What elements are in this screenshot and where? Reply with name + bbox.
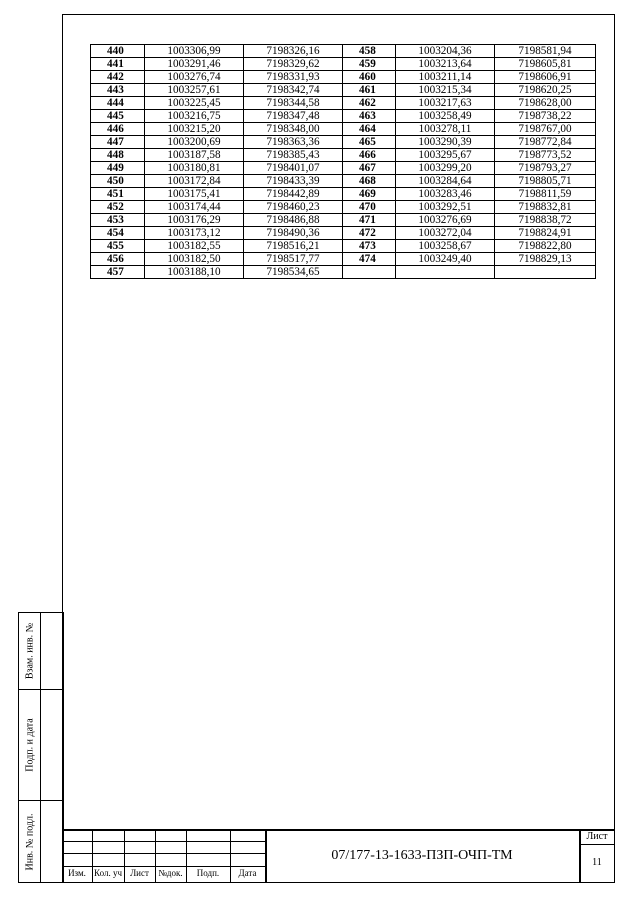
y-coordinate-cell: 7198824,91 — [495, 227, 596, 240]
y-coordinate-cell: 7198490,36 — [244, 227, 343, 240]
point-number-cell: 444 — [91, 97, 145, 110]
header-list: Лист — [130, 868, 149, 878]
side-label-inv: Инв. № подл. — [24, 813, 35, 870]
y-coordinate-cell: 7198838,72 — [495, 214, 596, 227]
table-row — [91, 45, 596, 58]
y-coordinate-cell: 7198738,22 — [495, 110, 596, 123]
point-number-cell: 455 — [91, 240, 145, 253]
y-coordinate-cell: 7198606,91 — [495, 71, 596, 84]
point-number-cell: 446 — [91, 123, 145, 136]
x-coordinate-cell: 1003276,74 — [145, 71, 244, 84]
point-number-cell: 450 — [91, 175, 145, 188]
table-row — [91, 162, 596, 175]
point-number-cell: 474 — [343, 253, 396, 266]
y-coordinate-cell: 7198329,62 — [244, 58, 343, 71]
point-number-cell: 463 — [343, 110, 396, 123]
point-number-cell: 472 — [343, 227, 396, 240]
table-row — [91, 136, 596, 149]
point-number-cell: 468 — [343, 175, 396, 188]
document-code: 07/177-13-1633-ПЗП-ОЧП-ТМ — [331, 848, 513, 863]
y-coordinate-cell: 7198433,39 — [244, 175, 343, 188]
x-coordinate-cell: 1003258,67 — [396, 240, 495, 253]
table-row — [91, 253, 596, 266]
x-coordinate-cell: 1003299,20 — [396, 162, 495, 175]
coordinates-table — [90, 44, 596, 279]
point-number-cell: 461 — [343, 84, 396, 97]
y-coordinate-cell: 7198342,74 — [244, 84, 343, 97]
table-row — [91, 240, 596, 253]
x-coordinate-cell: 1003204,36 — [396, 45, 495, 58]
header-data: Дата — [238, 868, 257, 878]
point-number-cell: 470 — [343, 201, 396, 214]
y-coordinate-cell: 7198517,77 — [244, 253, 343, 266]
y-coordinate-cell: 7198581,94 — [495, 45, 596, 58]
y-coordinate-cell: 7198805,71 — [495, 175, 596, 188]
y-coordinate-cell: 7198331,93 — [244, 71, 343, 84]
x-coordinate-cell: 1003257,61 — [145, 84, 244, 97]
x-coordinate-cell: 1003172,84 — [145, 175, 244, 188]
x-coordinate-cell: 1003175,41 — [145, 188, 244, 201]
x-coordinate-cell: 1003225,45 — [145, 97, 244, 110]
side-label-vzam: Взам. инв. № — [24, 622, 35, 680]
x-coordinate-cell: 1003272,04 — [396, 227, 495, 240]
table-row — [91, 201, 596, 214]
point-number-cell: 464 — [343, 123, 396, 136]
side-label-podp: Подп. и дата — [24, 718, 35, 772]
x-coordinate-cell: 1003182,50 — [145, 253, 244, 266]
x-coordinate-cell: 1003211,14 — [396, 71, 495, 84]
y-coordinate-cell: 7198620,25 — [495, 84, 596, 97]
x-coordinate-cell: 1003200,69 — [145, 136, 244, 149]
x-coordinate-cell — [396, 266, 495, 279]
x-coordinate-cell: 1003215,20 — [145, 123, 244, 136]
y-coordinate-cell: 7198822,80 — [495, 240, 596, 253]
table-row — [91, 188, 596, 201]
point-number-cell: 454 — [91, 227, 145, 240]
y-coordinate-cell: 7198811,59 — [495, 188, 596, 201]
point-number-cell: 466 — [343, 149, 396, 162]
title-block — [62, 829, 615, 883]
x-coordinate-cell: 1003295,67 — [396, 149, 495, 162]
table-row — [91, 110, 596, 123]
y-coordinate-cell: 7198773,52 — [495, 149, 596, 162]
point-number-cell: 443 — [91, 84, 145, 97]
point-number-cell: 445 — [91, 110, 145, 123]
point-number-cell: 465 — [343, 136, 396, 149]
header-ndok: №док. — [158, 868, 183, 878]
y-coordinate-cell: 7198363,36 — [244, 136, 343, 149]
point-number-cell: 456 — [91, 253, 145, 266]
table-row — [91, 58, 596, 71]
x-coordinate-cell: 1003217,63 — [396, 97, 495, 110]
x-coordinate-cell: 1003290,39 — [396, 136, 495, 149]
table-row — [91, 149, 596, 162]
point-number-cell: 459 — [343, 58, 396, 71]
y-coordinate-cell: 7198628,00 — [495, 97, 596, 110]
x-coordinate-cell: 1003258,49 — [396, 110, 495, 123]
x-coordinate-cell: 1003173,12 — [145, 227, 244, 240]
x-coordinate-cell: 1003276,69 — [396, 214, 495, 227]
x-coordinate-cell: 1003176,29 — [145, 214, 244, 227]
y-coordinate-cell: 7198347,48 — [244, 110, 343, 123]
x-coordinate-cell: 1003182,55 — [145, 240, 244, 253]
x-coordinate-cell: 1003284,64 — [396, 175, 495, 188]
point-number-cell: 441 — [91, 58, 145, 71]
point-number-cell: 473 — [343, 240, 396, 253]
x-coordinate-cell: 1003188,10 — [145, 266, 244, 279]
sheet-label: Лист — [586, 831, 608, 842]
header-izm: Изм. — [68, 868, 86, 878]
x-coordinate-cell: 1003278,11 — [396, 123, 495, 136]
coordinates-table-body — [91, 45, 596, 279]
y-coordinate-cell: 7198486,88 — [244, 214, 343, 227]
side-cell-podp — [18, 689, 64, 800]
point-number-cell: 448 — [91, 149, 145, 162]
point-number-cell: 469 — [343, 188, 396, 201]
table-row — [91, 266, 596, 279]
point-number-cell: 457 — [91, 266, 145, 279]
y-coordinate-cell: 7198829,13 — [495, 253, 596, 266]
point-number-cell: 471 — [343, 214, 396, 227]
table-row — [91, 84, 596, 97]
y-coordinate-cell: 7198832,81 — [495, 201, 596, 214]
table-row — [91, 123, 596, 136]
y-coordinate-cell: 7198442,89 — [244, 188, 343, 201]
side-stamp — [18, 612, 64, 883]
x-coordinate-cell: 1003180,81 — [145, 162, 244, 175]
header-podp: Подп. — [196, 868, 220, 878]
point-number-cell — [343, 266, 396, 279]
y-coordinate-cell: 7198460,23 — [244, 201, 343, 214]
header-kol-uch: Кол. уч — [94, 868, 122, 878]
table-row — [91, 214, 596, 227]
point-number-cell: 458 — [343, 45, 396, 58]
x-coordinate-cell: 1003291,46 — [145, 58, 244, 71]
y-coordinate-cell: 7198344,58 — [244, 97, 343, 110]
x-coordinate-cell: 1003249,40 — [396, 253, 495, 266]
point-number-cell: 462 — [343, 97, 396, 110]
y-coordinate-cell: 7198385,43 — [244, 149, 343, 162]
table-row — [91, 175, 596, 188]
y-coordinate-cell — [495, 266, 596, 279]
point-number-cell: 467 — [343, 162, 396, 175]
sheet-number: 11 — [592, 857, 602, 868]
y-coordinate-cell: 7198401,07 — [244, 162, 343, 175]
x-coordinate-cell: 1003187,58 — [145, 149, 244, 162]
x-coordinate-cell: 1003215,34 — [396, 84, 495, 97]
point-number-cell: 460 — [343, 71, 396, 84]
x-coordinate-cell: 1003213,64 — [396, 58, 495, 71]
y-coordinate-cell: 7198326,16 — [244, 45, 343, 58]
table-row — [91, 97, 596, 110]
y-coordinate-cell: 7198767,00 — [495, 123, 596, 136]
x-coordinate-cell: 1003306,99 — [145, 45, 244, 58]
point-number-cell: 452 — [91, 201, 145, 214]
y-coordinate-cell: 7198534,65 — [244, 266, 343, 279]
side-cell-vzam — [18, 612, 64, 689]
y-coordinate-cell: 7198348,00 — [244, 123, 343, 136]
table-row — [91, 71, 596, 84]
y-coordinate-cell: 7198605,81 — [495, 58, 596, 71]
x-coordinate-cell: 1003174,44 — [145, 201, 244, 214]
point-number-cell: 442 — [91, 71, 145, 84]
side-cell-inv — [18, 800, 64, 883]
table-row — [91, 227, 596, 240]
x-coordinate-cell: 1003283,46 — [396, 188, 495, 201]
point-number-cell: 447 — [91, 136, 145, 149]
point-number-cell: 449 — [91, 162, 145, 175]
point-number-cell: 453 — [91, 214, 145, 227]
y-coordinate-cell: 7198793,27 — [495, 162, 596, 175]
y-coordinate-cell: 7198516,21 — [244, 240, 343, 253]
x-coordinate-cell: 1003216,75 — [145, 110, 244, 123]
y-coordinate-cell: 7198772,84 — [495, 136, 596, 149]
point-number-cell: 451 — [91, 188, 145, 201]
x-coordinate-cell: 1003292,51 — [396, 201, 495, 214]
point-number-cell: 440 — [91, 45, 145, 58]
